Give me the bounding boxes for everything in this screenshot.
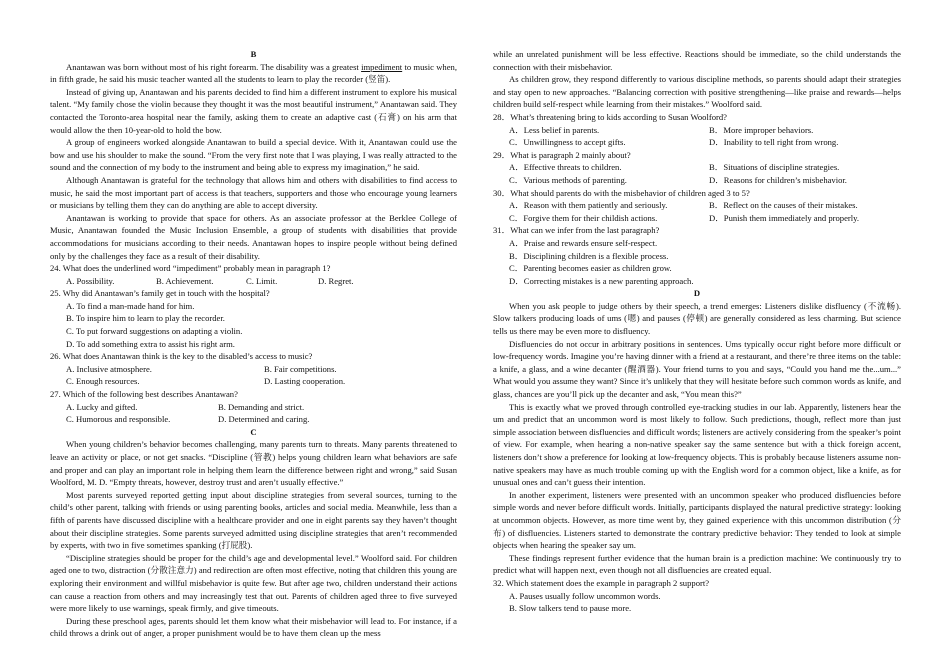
passage-c-paragraph-5: As children grow, they respond differently to various discipline methods, so parents should adapt their strategies and stay open to new approaches. “Balancing correction with positive strengthening—like praise and rewards—helps children build self-respect while learning from their mistakes.” Woolford said. [493,74,901,110]
passage-d-paragraph-5: These findings represent further evidence that the human brain is a prediction machine: We continuously try to predict what will happen next, even though not all disfluencies are created equal. [493,552,901,576]
question-26: 26. What does Anantawan think is the key to the disabled’s access to music? [50,351,313,362]
question-28: 28．What’s threatening bring to kids according to Susan Woolford? [493,111,727,122]
option: A．Reason with them patiently and seriously. [509,200,668,211]
option: A. Pauses usually follow uncommon words. [509,590,661,601]
passage-b-paragraph-2: Instead of giving up, Anantawan and his parents decided to find him a different instrument to explore his musical talent. “My family chose the violin because they thought it was the most beautiful instrument,” Anantawan said. They contacted the Toronto-area hospital near the family, asking them to create an adaptive cast (石膏) on his arm that would allow the then 10-year-old to hold the bow. [50,86,457,135]
option: A．Praise and rewards ensure self-respect. [509,237,658,248]
option: A．Less belief in parents. [509,124,600,135]
option: B. To inspire him to learn to play the recorder. [66,313,225,324]
passage-b-paragraph-1: Anantawan was born without most of his right forearm. The disability was a greatest impediment to music when, in fifth grade, he said his music teacher wanted all the students to learn to play the recorder (竖笛). [50,61,457,85]
option: D．Punish them immediately and properly. [709,212,860,223]
question-30-options-row-1 [509,199,901,212]
option: D. Lasting cooperation. [264,376,346,387]
option: A. Lucky and gifted. [66,401,138,412]
question-27: 27. Which of the following best describes Anantawan? [50,389,238,400]
passage-b-paragraph-3: A group of engineers worked alongside Anantawan to build a special device. With it, Anantawan could use the bow and use his shoulder to make the sound. “From the very first note that I was playing, I was really attracted to the sound and the connection of my body to the instrument and being able to express my imagination,” he said. [50,137,457,173]
passage-c-paragraph-2: Most parents surveyed reported getting input about discipline strategies from several sources, turning to the child’s other parent, talking with friends or using parenting books, articles and social media. Meanwhile, less than a fifth of parents have discussed discipline with a healthcare provider and one in eight parents say they haven’t thought about their discipline strategies. Some parents surveyed admitted using discipline strategies that aren’t recommended by experts, with two in five sometimes spanking (打屁股). [50,489,457,551]
question-30-options-row-2 [509,212,901,225]
passage-c-paragraph-3: “Discipline strategies should be proper for the child’s age and developmental level.” Woolford said. For children aged one to two, distraction (分散注意力) and redirection are often most effective, noting that children this young are exploring their environment and willful misbehavior is quite few. But after age two, children understand their actions can cause a reaction from others and may increasingly test that out. Parents of children aged three to five surveyed were more likely to use warnings, speak firmly, and give timeouts. [50,552,457,614]
passage-c-paragraph-4: During these preschool ages, parents should let them know what their misbehavior will lead to. For instance, if a child throws a drink out of anger, a proper punishment would be to have them clean up the mess [50,615,457,639]
underlined-word: impediment [361,61,403,72]
question-27-options-row-1 [66,401,457,414]
option: B. Fair competitions. [264,363,337,374]
option: C．Unwillingness to accept gifts. [509,137,626,148]
option: D. To add something extra to assist his right arm. [66,338,235,349]
question-24: 24. What does the underlined word “impediment” probably mean in paragraph 1? [50,263,331,274]
option: B．Reflect on the causes of their mistakes. [709,200,858,211]
question-26-options-row-1 [66,363,457,376]
option: D．Correcting mistakes is a new parenting approach. [509,275,694,286]
option: D．Inability to tell right from wrong. [709,137,839,148]
passage-d-paragraph-4: In another experiment, listeners were presented with an uncommon speaker who produced disfluencies before simple words and never before difficult words. Initially, participants displayed the natural predictive strategy: looking at uncommon objects. However, as more time went by, they gained experience with this uncommon distribution (分布) of disfluencies. Listeners started to demonstrate the contrary predictive behavior: They tended to look at simple objects when hearing the speaker say um. [493,489,901,551]
passage-b-paragraph-5: Anantawan is working to provide that space for others. As an associate professor at the Berklee College of Music, Anantawan founded the Music Inclusion Ensemble, a group of students with disabilities that provide accommodations for musicians according to their needs. Anantawan hopes to inspire people without being defined only by the challenges they face as a result of their disability. [50,212,457,261]
question-29-options-row-2 [509,174,901,187]
passage-d-paragraph-2: Disfluencies do not occur in arbitrary positions in sentences. Ums typically occur right before more difficult or low-frequency words. Imagine you’re having dinner with a friend at a restaurant, and there’re three items on the table: a knife, a glass, and a wine decanter (醒酒器). Your friend turns to you and says, “Could you hand me the...um...” What would you assume they want? Since it’s unlikely that they will hesitate before such common words as knife, and glass, chances are you’ll pick up the decanter and ask, “You mean this?” [493,338,901,400]
right-column [493,48,901,615]
option: B. Achievement. [156,275,214,286]
passage-b-paragraph-4: Although Anantawan is grateful for the technology that allows him and others with disabilities to find access to music, he said the most important part of access is that teachers, supporters and those who encourage young learners or musicians by telling them they can do anything are able to accept diversity. [50,174,457,211]
passage-c-paragraph-4-continued: while an unrelated punishment will be less effective. Reactions should be immediate, so the child understands the connection with their misbehavior. [493,49,901,72]
question-29-options-row-1 [509,161,901,174]
option: C. Humorous and responsible. [66,414,171,425]
option: C．Various methods of parenting. [509,174,627,185]
question-32: 32. Which statement does the example in paragraph 2 support? [493,577,710,588]
passage-c-paragraph-1: When young children’s behavior becomes challenging, many parents turn to threats. Many parents threatened to leave an activity or place, or not get snacks. “Discipline (管教) helps young children learn what behaviors are safe and proper and can play an important role in helping them learn the difference between right and wrong,” said Susan Woolford, M. D. “Empty threats, however, destroy trust and aren’t usually effective.” [50,439,457,488]
option: C．Parenting becomes easier as children grow. [509,263,672,274]
passage-d-paragraph-1: When you ask people to judge others by their speech, a trend emerges: Listeners dislike disfluency (不流畅). Slow talkers producing loads of ums (嗯) and pauses (停顿) are generally considered as less charming. But science tells us there may be even more to disfluency. [493,300,901,337]
option: C. Limit. [246,275,278,286]
question-29: 29．What is paragraph 2 mainly about? [493,149,631,160]
option: A. To find a man-made hand for him. [66,300,195,311]
option: B．Situations of discipline strategies. [709,162,840,173]
option: C. To put forward suggestions on adapting a violin. [66,326,243,337]
passage-d-paragraph-3: This is exactly what we proved through controlled eye-tracking studies in our lab. Apparently, listeners hear the um and predict that an uncommon word is most likely to follow. Such predictions, though, reflect more than just simple association between disfluencies and difficult words; listeners are actively considering from the speaker’s point of view. For example, when hearing a non-native speaker say the same sentence but with a thick foreign accent, listeners don’t show a preference for looking at low-frequency objects. This is probably because listeners assume non-native speakers may have as much trouble coming up with the English word for a common object, like a knife, as for unusual ones and can’t guess their intention. [493,401,901,488]
option: D．Reasons for children’s misbehavior. [709,174,847,185]
option: C. Enough resources. [66,376,140,387]
question-31: 31．What can we infer from the last paragraph? [493,225,660,236]
question-27-options-row-2 [66,413,457,426]
option: B．Disciplining children is a flexible process. [509,250,669,261]
section-d-heading: D [693,288,701,299]
option: D. Determined and caring. [218,414,310,425]
option: D. Regret. [318,275,354,286]
option: A. Inclusive atmosphere. [66,363,152,374]
option: A. Possibility. [66,275,115,286]
question-25: 25. Why did Anantawan’s family get in touch with the hospital? [50,288,270,299]
option: A．Effective threats to children. [509,162,622,173]
option: B．More improper behaviors. [709,124,814,135]
question-28-options-row-1 [509,124,901,137]
question-28-options-row-2 [509,136,901,149]
option: C．Forgive them for their childish actions. [509,212,658,223]
question-26-options-row-2 [66,375,457,388]
left-column [50,48,457,640]
option: B. Slow talkers tend to pause more. [509,603,632,614]
option: B. Demanding and strict. [218,401,305,412]
section-c-heading: C [250,426,257,437]
question-30: 30．What should parents do with the misbehavior of children aged 3 to 5? [493,187,750,198]
section-b-heading: B [250,49,257,59]
question-24-options [66,275,457,288]
